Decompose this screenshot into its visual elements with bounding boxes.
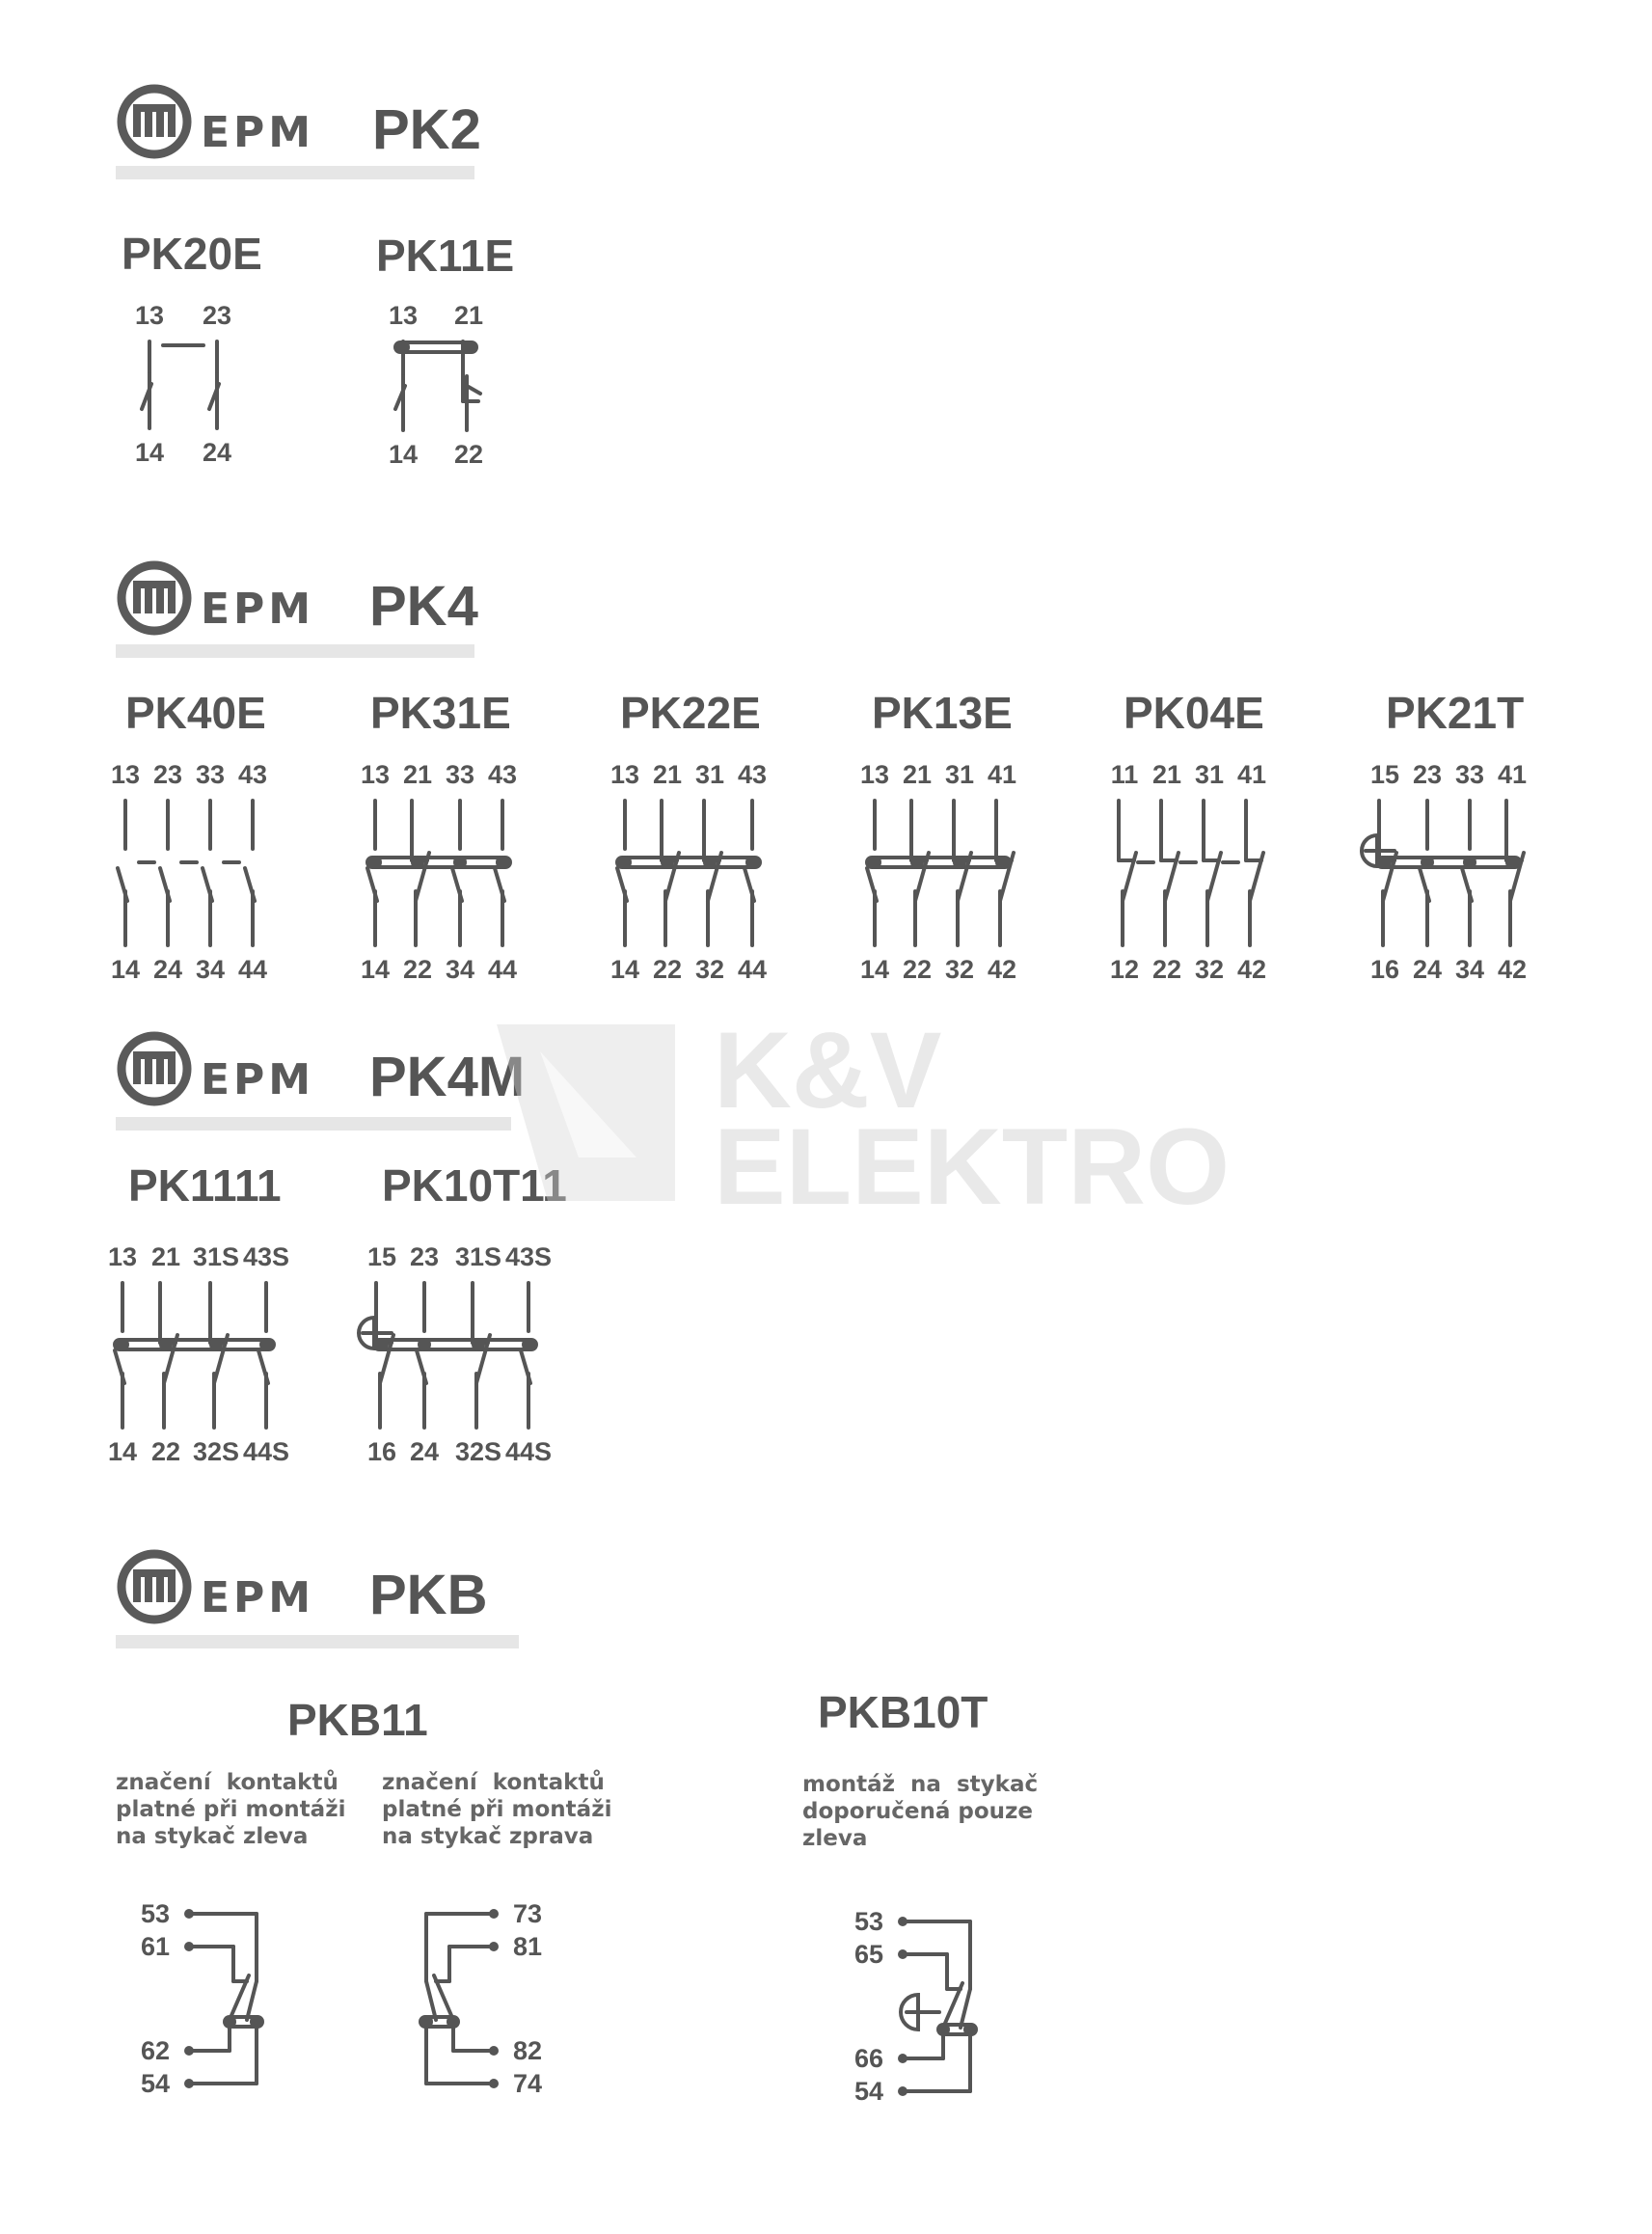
terminal-label-top: 31 — [944, 760, 975, 789]
contact-block-pk04e — [1110, 760, 1266, 984]
terminal-label-bottom: 14 — [107, 1437, 138, 1466]
terminal-label-top: 23 — [409, 1242, 440, 1271]
actuator-bar — [617, 858, 760, 867]
terminal-label-top: 31S — [192, 1242, 240, 1271]
actuator-joint — [159, 1338, 173, 1351]
terminal-label-bottom: 44S — [504, 1437, 553, 1466]
terminal-label-top: 43 — [737, 760, 768, 789]
model-title-pk21t: PK21T — [1386, 688, 1525, 738]
actuator-joint — [703, 856, 717, 869]
terminal-label-bottom: 14 — [110, 955, 141, 984]
actuator-joint — [223, 2015, 236, 2029]
terminal-label-bottom: 14 — [360, 955, 391, 984]
model-title-pk13e: PK13E — [872, 688, 1013, 738]
terminal-label-bottom: 14 — [388, 440, 419, 469]
series-title: PK2 — [372, 98, 481, 161]
terminal-label-bottom: 42 — [1497, 955, 1528, 984]
actuator-joint — [418, 1338, 431, 1351]
terminal-label-bottom: 12 — [1109, 955, 1140, 984]
actuator-joint — [447, 2015, 460, 2029]
terminal-label: 54 — [853, 2077, 883, 2106]
terminal-label-bottom: 22 — [453, 440, 484, 469]
terminal-label-top: 43 — [237, 760, 268, 789]
actuator-joint — [368, 856, 382, 869]
terminal-label-top: 43S — [504, 1242, 553, 1271]
pkb11-right-note: značení kontaktů platné při montáži na stykač zprava — [382, 1770, 612, 1849]
terminal-label-top: 43 — [487, 760, 518, 789]
terminal-label-top: 41 — [1236, 760, 1267, 789]
terminal-label: 73 — [513, 1899, 543, 1928]
terminal-label-bottom: 32 — [944, 955, 975, 984]
terminal-label-bottom: 44 — [487, 955, 518, 984]
terminal-label-top: 21 — [902, 760, 933, 789]
terminal-label-bottom: 44 — [737, 955, 768, 984]
contact-block-pk21t — [1362, 760, 1527, 984]
actuator-joint — [259, 1338, 273, 1351]
contact-block-pk1111 — [108, 1242, 289, 1466]
terminal-label-bottom: 14 — [859, 955, 890, 984]
terminal-label-bottom: 16 — [1369, 955, 1400, 984]
terminal-label-top: 43S — [242, 1242, 290, 1271]
terminal-label-bottom: 32S — [454, 1437, 502, 1466]
kv-elektro-watermark — [497, 1010, 1230, 1227]
terminal-label-bottom: 22 — [1151, 955, 1182, 984]
contact-blade — [247, 1981, 257, 2020]
series-title: PKB — [369, 1564, 488, 1626]
contact-blade — [467, 386, 480, 394]
terminal-label-top: 23 — [1412, 760, 1443, 789]
terminal-label-top: 13 — [609, 760, 640, 789]
actuator-joint — [661, 856, 674, 869]
watermark-line2: ELEKTRO — [714, 1106, 1231, 1227]
actuator-bar — [374, 1340, 536, 1349]
contact-block-pk11e — [389, 301, 483, 469]
terminal-label: 65 — [853, 1940, 883, 1969]
terminal-label-bottom: 24 — [152, 955, 183, 984]
terminal-label: 81 — [513, 1932, 543, 1961]
pkb11-left-note: značení kontaktů platné při montáži na stykač zleva — [116, 1770, 346, 1849]
actuator-joint — [411, 856, 424, 869]
pkb-diagram-PKB11-right — [420, 1899, 542, 2098]
terminal-label-bottom: 22 — [902, 955, 933, 984]
brand-label: EPM — [201, 1573, 315, 1622]
terminal-label-top: 33 — [195, 760, 226, 789]
terminal-label: 74 — [513, 2069, 543, 2098]
brand-label: EPM — [201, 1055, 315, 1104]
terminal-label-bottom: 22 — [150, 1437, 181, 1466]
actuator-joint — [472, 1338, 485, 1351]
actuator-joint — [868, 856, 881, 869]
model-title-pk10t11: PK10T11 — [382, 1160, 567, 1211]
terminal-label-bottom: 32S — [192, 1437, 240, 1466]
terminal-label-top: 21 — [652, 760, 683, 789]
terminal-label-top: 33 — [1454, 760, 1485, 789]
terminal-label-bottom: 24 — [202, 438, 232, 467]
actuator-bar — [367, 858, 510, 867]
brand-label: EPM — [201, 108, 315, 157]
terminal-label-top: 33 — [445, 760, 475, 789]
terminal-label-bottom: 24 — [409, 1437, 440, 1466]
terminal-label-bottom: 34 — [1454, 955, 1485, 984]
terminal-label-bottom: 44S — [242, 1437, 290, 1466]
actuator-joint — [496, 856, 509, 869]
contact-block-pk40e — [111, 760, 267, 984]
actuator-joint — [375, 1338, 389, 1351]
model-title-pk20e: PK20E — [122, 229, 262, 279]
actuator-joint — [1463, 856, 1476, 869]
actuator-joint — [209, 1338, 223, 1351]
terminal-label-bottom: 44 — [237, 955, 268, 984]
model-title-pkb11: PKB11 — [287, 1695, 428, 1745]
terminal-label-bottom: 22 — [652, 955, 683, 984]
contact-block-pk20e — [135, 301, 231, 467]
model-title-pkb10t: PKB10T — [818, 1687, 988, 1737]
terminal-label-top: 23 — [202, 301, 232, 330]
series-title: PK4 — [369, 575, 478, 638]
terminal-label-top: 41 — [987, 760, 1017, 789]
contact-block-pk31e — [361, 760, 517, 984]
terminal-label-top: 21 — [402, 760, 433, 789]
terminal-label-bottom: 42 — [1236, 955, 1267, 984]
actuator-joint — [250, 2015, 263, 2029]
terminal-label-top: 31S — [454, 1242, 502, 1271]
actuator-joint — [522, 1338, 535, 1351]
actuator-bar — [867, 858, 1010, 867]
terminal-label-bottom: 34 — [195, 955, 226, 984]
terminal-label-bottom: 24 — [1412, 955, 1443, 984]
watermark-line1: K&V — [714, 1010, 942, 1131]
terminal-label: 61 — [140, 1932, 170, 1961]
actuator-joint — [995, 856, 1009, 869]
terminal-label-top: 21 — [453, 301, 484, 330]
model-title-pk31e: PK31E — [370, 688, 511, 738]
actuator-joint — [420, 2015, 433, 2029]
brand-label: EPM — [201, 585, 315, 634]
terminal-label: 53 — [140, 1899, 170, 1928]
terminal-label-top: 23 — [152, 760, 183, 789]
terminal-label: 82 — [513, 2036, 543, 2065]
contact-blade — [426, 1981, 436, 2020]
actuator-joint — [453, 856, 467, 869]
terminal-label-top: 31 — [694, 760, 725, 789]
terminal-label-top: 13 — [360, 760, 391, 789]
terminal-label-bottom: 16 — [366, 1437, 397, 1466]
actuator-joint — [462, 341, 475, 354]
actuator-joint — [745, 856, 759, 869]
pkb-diagram-PKB11-left — [141, 1899, 263, 2098]
contact-blade — [961, 1989, 970, 2028]
actuator-bar — [115, 1340, 274, 1349]
actuator-joint — [618, 856, 632, 869]
contact-block-pk10t11 — [359, 1242, 552, 1466]
actuator-joint — [936, 2023, 950, 2036]
actuator-joint — [963, 2023, 977, 2036]
terminal-label-bottom: 14 — [609, 955, 640, 984]
terminal-label-bottom: 22 — [402, 955, 433, 984]
actuator-joint — [1421, 856, 1434, 869]
terminal-label-bottom: 14 — [134, 438, 165, 467]
actuator-joint — [396, 341, 410, 354]
terminal-label: 53 — [853, 1907, 883, 1936]
model-title-pk04e: PK04E — [1124, 688, 1264, 738]
terminal-label-top: 15 — [1369, 760, 1400, 789]
terminal-label-top: 13 — [110, 760, 141, 789]
actuator-joint — [953, 856, 966, 869]
actuator-joint — [1505, 856, 1519, 869]
terminal-label-bottom: 32 — [694, 955, 725, 984]
terminal-label-top: 13 — [134, 301, 165, 330]
terminal-label-bottom: 34 — [445, 955, 475, 984]
terminal-label: 66 — [853, 2044, 883, 2073]
actuator-joint — [910, 856, 924, 869]
terminal-label-top: 41 — [1497, 760, 1528, 789]
terminal-label-bottom: 42 — [987, 955, 1017, 984]
contact-block-pk13e — [860, 760, 1016, 984]
model-title-pk1111: PK1111 — [128, 1160, 282, 1211]
actuator-bar — [1377, 858, 1520, 867]
terminal-label-top: 31 — [1194, 760, 1225, 789]
terminal-label-top: 13 — [388, 301, 419, 330]
actuator-joint — [116, 1338, 129, 1351]
model-title-pk40e: PK40E — [125, 688, 266, 738]
terminal-label: 62 — [140, 2036, 170, 2065]
terminal-label-top: 21 — [1151, 760, 1182, 789]
model-title-pk22e: PK22E — [620, 688, 761, 738]
contact-block-pk22e — [610, 760, 767, 984]
terminal-label: 54 — [140, 2069, 170, 2098]
terminal-label-top: 15 — [366, 1242, 397, 1271]
actuator-joint — [1378, 856, 1392, 869]
terminal-label-top: 13 — [107, 1242, 138, 1271]
terminal-label-top: 11 — [1110, 760, 1139, 789]
pkb10t-note: montáž na stykač doporučená pouze zleva — [802, 1772, 1039, 1851]
pkb-diagram-PKB10T — [854, 1907, 977, 2106]
series-title: PK4M — [369, 1046, 526, 1108]
terminal-label-top: 21 — [150, 1242, 181, 1271]
terminal-label-top: 13 — [859, 760, 890, 789]
terminal-label-bottom: 32 — [1194, 955, 1225, 984]
model-title-pk11e: PK11E — [376, 231, 515, 281]
